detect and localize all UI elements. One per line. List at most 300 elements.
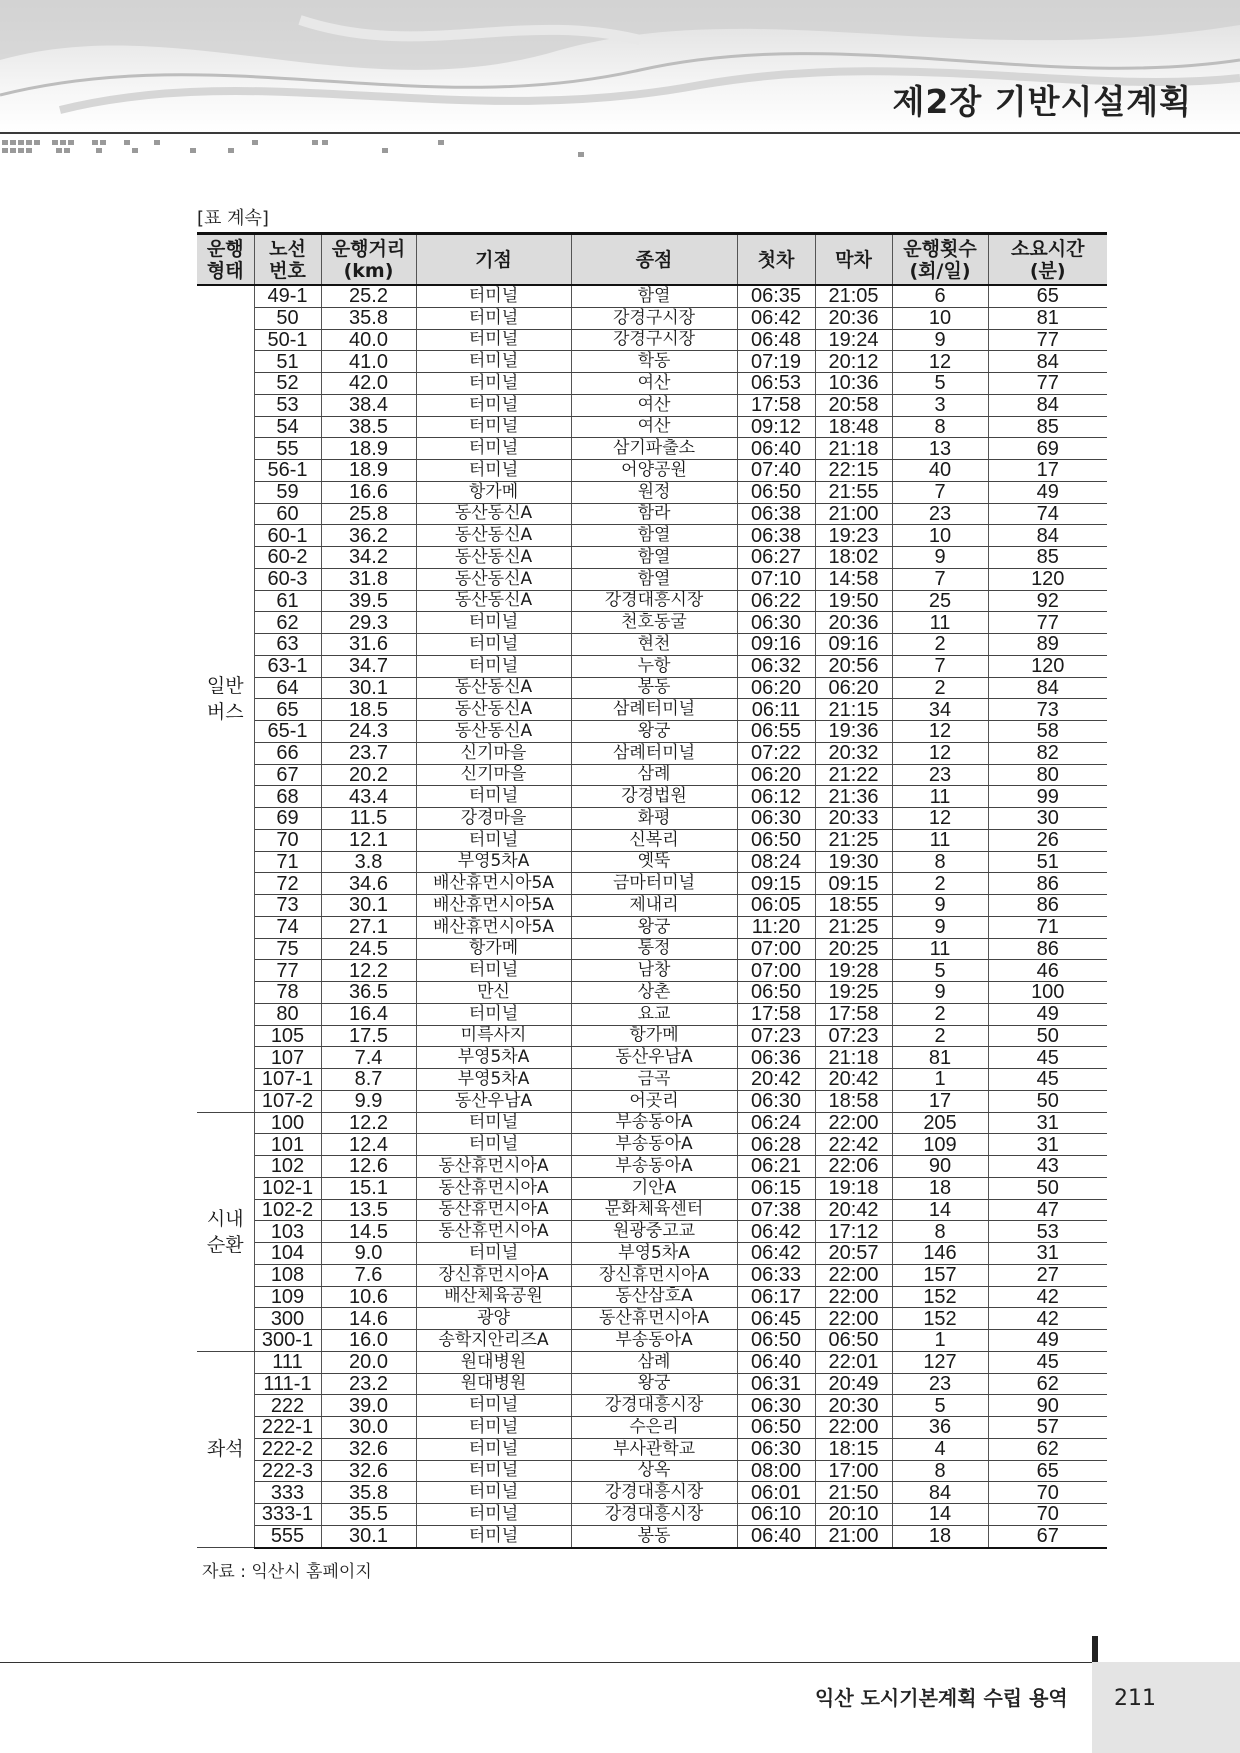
table-cell: 74 <box>988 503 1107 525</box>
table-cell: 06:11 <box>737 699 815 721</box>
table-cell: 107-1 <box>254 1069 321 1091</box>
table-cell: 어곳리 <box>571 1090 737 1112</box>
table-cell: 항가메 <box>416 481 571 503</box>
table-cell: 06:20 <box>737 764 815 786</box>
table-cell: 25 <box>892 590 988 612</box>
table-cell: 111 <box>254 1351 321 1373</box>
table-cell: 배산휴먼시아5A <box>416 895 571 917</box>
table-cell: 강경구시장 <box>571 307 737 329</box>
table-cell: 왕궁 <box>571 721 737 743</box>
table-cell: 터미널 <box>416 373 571 395</box>
table-cell: 08:24 <box>737 851 815 873</box>
table-cell: 터미널 <box>416 351 571 373</box>
column-header: 운행 형태 <box>197 234 254 286</box>
table-cell: 54 <box>254 416 321 438</box>
table-row <box>197 786 1107 808</box>
table-row <box>197 1460 1107 1482</box>
table-cell: 10.6 <box>321 1286 416 1308</box>
table-cell: 8 <box>892 851 988 873</box>
table-cell: 06:40 <box>737 1351 815 1373</box>
table-cell: 21:00 <box>815 503 892 525</box>
table-cell: 55 <box>254 438 321 460</box>
table-cell: 21:18 <box>815 1047 892 1069</box>
table-cell: 47 <box>988 1199 1107 1221</box>
table-cell: 77 <box>988 329 1107 351</box>
table-cell: 06:45 <box>737 1308 815 1330</box>
table-cell: 06:55 <box>737 721 815 743</box>
table-row <box>197 1395 1107 1417</box>
table-cell: 수은리 <box>571 1417 737 1439</box>
table-cell: 만신 <box>416 982 571 1004</box>
table-cell: 20:42 <box>737 1069 815 1091</box>
table-row <box>197 1069 1107 1091</box>
table-cell: 06:32 <box>737 655 815 677</box>
table-cell: 16.0 <box>321 1330 416 1352</box>
table-cell: 터미널 <box>416 438 571 460</box>
table-cell: 35.8 <box>321 1482 416 1504</box>
table-cell: 92 <box>988 590 1107 612</box>
table-cell: 107-2 <box>254 1090 321 1112</box>
table-cell: 24.3 <box>321 721 416 743</box>
table-cell: 85 <box>988 547 1107 569</box>
table-cell: 21:36 <box>815 786 892 808</box>
table-row <box>197 438 1107 460</box>
table-cell: 동산동신A <box>416 699 571 721</box>
header-rule <box>0 132 1240 134</box>
table-cell: 56-1 <box>254 460 321 482</box>
table-cell: 금마터미널 <box>571 873 737 895</box>
table-cell: 16.4 <box>321 1003 416 1025</box>
table-cell: 62 <box>988 1373 1107 1395</box>
table-cell: 105 <box>254 1025 321 1047</box>
table-cell: 현천 <box>571 634 737 656</box>
table-cell: 45 <box>988 1351 1107 1373</box>
table-cell: 12.6 <box>321 1156 416 1178</box>
table-cell: 18 <box>892 1177 988 1199</box>
table-cell: 12 <box>892 721 988 743</box>
table-cell: 11 <box>892 786 988 808</box>
table-cell: 7 <box>892 568 988 590</box>
table-cell: 29.3 <box>321 612 416 634</box>
table-cell: 17:58 <box>815 1003 892 1025</box>
table-row <box>197 329 1107 351</box>
table-cell: 62 <box>988 1438 1107 1460</box>
table-cell: 18:58 <box>815 1090 892 1112</box>
table-cell: 06:17 <box>737 1286 815 1308</box>
table-cell: 19:30 <box>815 851 892 873</box>
table-cell: 제내리 <box>571 895 737 917</box>
table-cell: 50 <box>988 1090 1107 1112</box>
table-cell: 남창 <box>571 960 737 982</box>
table-cell: 터미널 <box>416 1417 571 1439</box>
column-header: 종점 <box>571 234 737 286</box>
table-cell: 07:23 <box>815 1025 892 1047</box>
table-cell: 19:36 <box>815 721 892 743</box>
table-cell: 50 <box>988 1177 1107 1199</box>
table-cell: 터미널 <box>416 634 571 656</box>
table-cell: 69 <box>254 808 321 830</box>
table-cell: 35.5 <box>321 1504 416 1526</box>
table-cell: 4 <box>892 1438 988 1460</box>
table-row <box>197 742 1107 764</box>
table-row <box>197 1482 1107 1504</box>
table-cell: 12.4 <box>321 1134 416 1156</box>
table-cell: 터미널 <box>416 655 571 677</box>
table-cell: 06:38 <box>737 525 815 547</box>
table-cell: 20:33 <box>815 808 892 830</box>
table-cell: 19:25 <box>815 982 892 1004</box>
table-cell: 07:23 <box>737 1025 815 1047</box>
table-cell: 항가메 <box>416 938 571 960</box>
table-cell: 60-1 <box>254 525 321 547</box>
column-header: 운행횟수 (회/일) <box>892 234 988 286</box>
table-cell: 65 <box>988 1460 1107 1482</box>
table-cell: 13.5 <box>321 1199 416 1221</box>
table-cell: 동산우남A <box>571 1047 737 1069</box>
table-cell: 배산체육공원 <box>416 1286 571 1308</box>
table-cell: 삼례 <box>571 764 737 786</box>
table-cell: 12 <box>892 351 988 373</box>
table-row <box>197 612 1107 634</box>
table-row <box>197 1330 1107 1352</box>
table-cell: 20:10 <box>815 1504 892 1526</box>
table-cell: 222-2 <box>254 1438 321 1460</box>
table-cell: 31.8 <box>321 568 416 590</box>
table-row <box>197 851 1107 873</box>
table-cell: 19:24 <box>815 329 892 351</box>
table-cell: 222-3 <box>254 1460 321 1482</box>
table-cell: 12.2 <box>321 960 416 982</box>
table-cell: 터미널 <box>416 1243 571 1265</box>
table-cell: 38.5 <box>321 416 416 438</box>
table-cell: 15.1 <box>321 1177 416 1199</box>
table-cell: 84 <box>988 525 1107 547</box>
table-cell: 20:32 <box>815 742 892 764</box>
table-row <box>197 1308 1107 1330</box>
table-header-row <box>197 234 1107 286</box>
table-row <box>197 525 1107 547</box>
table-cell: 06:42 <box>737 1221 815 1243</box>
table-cell: 25.8 <box>321 503 416 525</box>
table-cell: 13 <box>892 438 988 460</box>
table-cell: 19:18 <box>815 1177 892 1199</box>
table-body <box>197 285 1107 1548</box>
table-cell: 09:15 <box>737 873 815 895</box>
table-cell: 배산휴먼시아5A <box>416 916 571 938</box>
table-cell: 20:42 <box>815 1199 892 1221</box>
table-cell: 7.4 <box>321 1047 416 1069</box>
table-cell: 동산휴먼시아A <box>416 1199 571 1221</box>
table-cell: 20:42 <box>815 1069 892 1091</box>
table-cell: 18:48 <box>815 416 892 438</box>
table-cell: 63-1 <box>254 655 321 677</box>
table-cell: 장신휴먼시아A <box>571 1264 737 1286</box>
table-cell: 송학지안리즈A <box>416 1330 571 1352</box>
table-cell: 06:30 <box>737 1395 815 1417</box>
table-row <box>197 808 1107 830</box>
table-cell: 32.6 <box>321 1438 416 1460</box>
table-cell: 49 <box>988 1330 1107 1352</box>
table-row <box>197 1112 1107 1134</box>
table-row <box>197 1199 1107 1221</box>
table-cell: 30.1 <box>321 677 416 699</box>
table-cell: 50 <box>254 307 321 329</box>
table-cell: 39.5 <box>321 590 416 612</box>
table-cell: 20:56 <box>815 655 892 677</box>
table-cell: 동산동신A <box>416 503 571 525</box>
table-row <box>197 895 1107 917</box>
table-cell: 부송동아A <box>571 1330 737 1352</box>
table-cell: 8 <box>892 1460 988 1482</box>
table-cell: 45 <box>988 1047 1107 1069</box>
source-note: 자료 : 익산시 홈페이지 <box>202 1562 372 1582</box>
table-cell: 222-1 <box>254 1417 321 1439</box>
table-row <box>197 655 1107 677</box>
table-cell: 32.6 <box>321 1460 416 1482</box>
column-header: 운행거리 (km) <box>321 234 416 286</box>
table-cell: 5 <box>892 960 988 982</box>
table-row <box>197 721 1107 743</box>
table-cell: 9.0 <box>321 1243 416 1265</box>
table-cell: 35.8 <box>321 307 416 329</box>
table-cell: 222 <box>254 1395 321 1417</box>
table-cell: 함열 <box>571 568 737 590</box>
table-cell: 42.0 <box>321 373 416 395</box>
table-cell: 17 <box>988 460 1107 482</box>
table-row <box>197 547 1107 569</box>
table-row <box>197 1134 1107 1156</box>
table-cell: 31 <box>988 1134 1107 1156</box>
table-cell: 81 <box>892 1047 988 1069</box>
table-cell: 49 <box>988 1003 1107 1025</box>
table-cell: 84 <box>988 351 1107 373</box>
table-cell: 동산휴먼시아A <box>416 1177 571 1199</box>
table-cell: 2 <box>892 1003 988 1025</box>
table-cell: 84 <box>892 1482 988 1504</box>
table-cell: 동산동신A <box>416 677 571 699</box>
table-cell: 터미널 <box>416 1482 571 1504</box>
table-cell: 06:12 <box>737 786 815 808</box>
table-cell: 8.7 <box>321 1069 416 1091</box>
table-cell: 23 <box>892 764 988 786</box>
table-cell: 18.9 <box>321 460 416 482</box>
table-row <box>197 1156 1107 1178</box>
table-cell: 어양공원 <box>571 460 737 482</box>
table-cell: 금곡 <box>571 1069 737 1091</box>
table-cell: 38.4 <box>321 394 416 416</box>
table-cell: 40.0 <box>321 329 416 351</box>
table-cell: 152 <box>892 1286 988 1308</box>
table-cell: 3.8 <box>321 851 416 873</box>
table-row <box>197 1243 1107 1265</box>
table-cell: 1 <box>892 1330 988 1352</box>
table-cell: 17.5 <box>321 1025 416 1047</box>
table-cell: 강경마을 <box>416 808 571 830</box>
table-cell: 06:50 <box>815 1330 892 1352</box>
table-row <box>197 982 1107 1004</box>
table-cell: 102-2 <box>254 1199 321 1221</box>
table-row <box>197 460 1107 482</box>
column-header: 첫차 <box>737 234 815 286</box>
table-cell: 부영5차A <box>416 1069 571 1091</box>
table-cell: 터미널 <box>416 1525 571 1547</box>
table-cell: 101 <box>254 1134 321 1156</box>
table-cell: 43.4 <box>321 786 416 808</box>
table-row <box>197 1047 1107 1069</box>
table-cell: 왕궁 <box>571 916 737 938</box>
table-cell: 36.5 <box>321 982 416 1004</box>
table-cell: 60 <box>254 503 321 525</box>
table-cell: 81 <box>988 307 1107 329</box>
table-cell: 120 <box>988 655 1107 677</box>
table-cell: 부영5차A <box>416 851 571 873</box>
table-row <box>197 634 1107 656</box>
table-row <box>197 764 1107 786</box>
table-cell: 10 <box>892 525 988 547</box>
table-row <box>197 481 1107 503</box>
table-cell: 108 <box>254 1264 321 1286</box>
table-cell: 24.5 <box>321 938 416 960</box>
table-cell: 100 <box>254 1112 321 1134</box>
table-cell: 5 <box>892 373 988 395</box>
table-cell: 터미널 <box>416 460 571 482</box>
table-cell: 49-1 <box>254 285 321 307</box>
table-cell: 터미널 <box>416 612 571 634</box>
table-row <box>197 1003 1107 1025</box>
table-cell: 74 <box>254 916 321 938</box>
table-cell: 기안A <box>571 1177 737 1199</box>
table-cell: 20:12 <box>815 351 892 373</box>
table-cell: 06:33 <box>737 1264 815 1286</box>
table-cell: 08:00 <box>737 1460 815 1482</box>
table-cell: 18:55 <box>815 895 892 917</box>
table-cell: 65 <box>254 699 321 721</box>
table-cell: 06:01 <box>737 1482 815 1504</box>
column-header: 막차 <box>815 234 892 286</box>
table-cell: 102 <box>254 1156 321 1178</box>
table-cell: 20:58 <box>815 394 892 416</box>
table-cell: 강경법원 <box>571 786 737 808</box>
table-cell: 함열 <box>571 525 737 547</box>
table-cell: 17:12 <box>815 1221 892 1243</box>
table-cell: 41.0 <box>321 351 416 373</box>
table-cell: 65 <box>988 285 1107 307</box>
table-cell: 21:50 <box>815 1482 892 1504</box>
table-cell: 09:12 <box>737 416 815 438</box>
table-cell: 터미널 <box>416 285 571 307</box>
table-cell: 59 <box>254 481 321 503</box>
table-cell: 77 <box>988 373 1107 395</box>
table-row <box>197 960 1107 982</box>
footer-rule <box>0 1662 1092 1663</box>
table-cell: 왕궁 <box>571 1373 737 1395</box>
table-cell: 7 <box>892 481 988 503</box>
table-cell: 26 <box>988 829 1107 851</box>
table-cell: 45 <box>988 1069 1107 1091</box>
table-cell: 80 <box>254 1003 321 1025</box>
table-row <box>197 394 1107 416</box>
table-cell: 동산동신A <box>416 721 571 743</box>
table-cell: 25.2 <box>321 285 416 307</box>
table-cell: 100 <box>988 982 1107 1004</box>
table-cell: 42 <box>988 1286 1107 1308</box>
table-cell: 요교 <box>571 1003 737 1025</box>
table-cell: 상촌 <box>571 982 737 1004</box>
table-cell: 21:55 <box>815 481 892 503</box>
table-cell: 21:18 <box>815 438 892 460</box>
table-cell: 14 <box>892 1504 988 1526</box>
table-cell: 원대병원 <box>416 1351 571 1373</box>
table-cell: 22:00 <box>815 1264 892 1286</box>
table-cell: 11 <box>892 612 988 634</box>
table-cell: 터미널 <box>416 1003 571 1025</box>
table-cell: 06:15 <box>737 1177 815 1199</box>
table-cell: 07:40 <box>737 460 815 482</box>
table-cell: 9 <box>892 916 988 938</box>
table-row <box>197 503 1107 525</box>
table-cell: 78 <box>254 982 321 1004</box>
table-cell: 원정 <box>571 481 737 503</box>
table-cell: 봉동 <box>571 1525 737 1547</box>
table-cell: 동산휴먼시아A <box>416 1156 571 1178</box>
table-cell: 20:25 <box>815 938 892 960</box>
table-cell: 34.2 <box>321 547 416 569</box>
column-header: 기점 <box>416 234 571 286</box>
table-row <box>197 699 1107 721</box>
table-cell: 43 <box>988 1156 1107 1178</box>
table-cell: 2 <box>892 1025 988 1047</box>
table-cell: 동산동신A <box>416 547 571 569</box>
footer-title: 익산 도시기본계획 수립 용역 <box>815 1686 1068 1710</box>
table-cell: 22:42 <box>815 1134 892 1156</box>
table-cell: 06:42 <box>737 307 815 329</box>
table-cell: 부송동아A <box>571 1156 737 1178</box>
table-cell: 18:02 <box>815 547 892 569</box>
table-cell: 31 <box>988 1112 1107 1134</box>
table-cell: 20:36 <box>815 612 892 634</box>
table-cell: 7 <box>892 655 988 677</box>
table-cell: 73 <box>988 699 1107 721</box>
table-cell: 06:50 <box>737 1417 815 1439</box>
table-cell: 22:06 <box>815 1156 892 1178</box>
table-cell: 109 <box>892 1134 988 1156</box>
table-row <box>197 1177 1107 1199</box>
table-cell: 19:50 <box>815 590 892 612</box>
table-cell: 300-1 <box>254 1330 321 1352</box>
table-cell: 53 <box>254 394 321 416</box>
table-cell: 86 <box>988 938 1107 960</box>
route-type-cell: 좌석 <box>197 1351 254 1547</box>
table-cell: 12 <box>892 808 988 830</box>
table-row <box>197 829 1107 851</box>
table-row <box>197 568 1107 590</box>
table-row <box>197 1264 1107 1286</box>
table-cell: 22:00 <box>815 1308 892 1330</box>
table-cell: 삼례터미널 <box>571 699 737 721</box>
table-cell: 신기마을 <box>416 764 571 786</box>
table-cell: 통정 <box>571 938 737 960</box>
table-cell: 22:00 <box>815 1417 892 1439</box>
table-cell: 09:15 <box>815 873 892 895</box>
table-cell: 39.0 <box>321 1395 416 1417</box>
table-cell: 22:01 <box>815 1351 892 1373</box>
table-cell: 터미널 <box>416 416 571 438</box>
table-cell: 부송동아A <box>571 1112 737 1134</box>
table-caption: [표 계속] <box>197 208 269 229</box>
table-cell: 70 <box>988 1482 1107 1504</box>
table-cell: 60-2 <box>254 547 321 569</box>
table-cell: 터미널 <box>416 1112 571 1134</box>
